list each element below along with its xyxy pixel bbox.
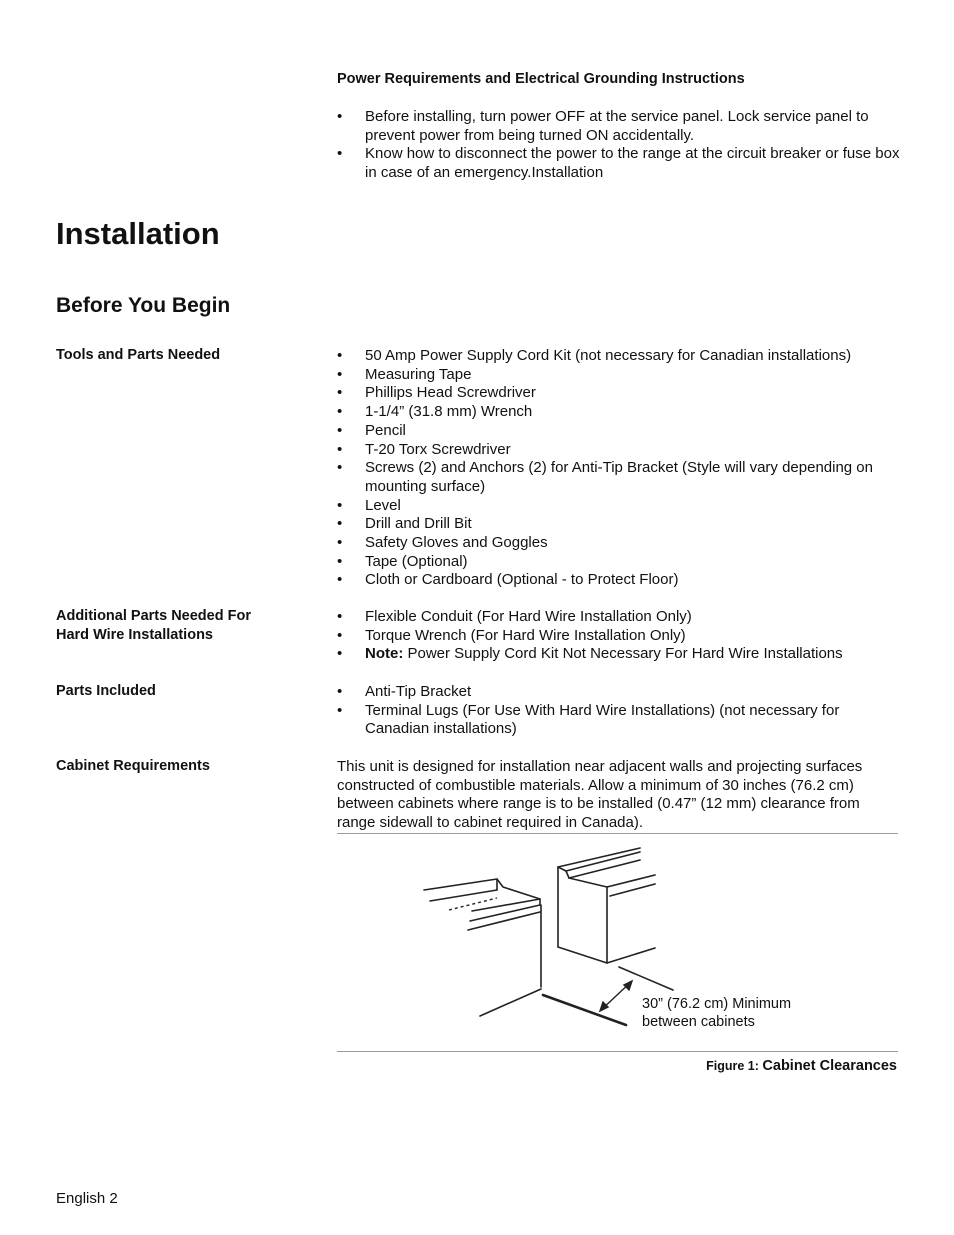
figure-bottom-rule: [337, 1051, 898, 1052]
cabinet-clearance-diagram: [337, 835, 898, 1050]
figure-top-rule: [337, 833, 898, 834]
list-item: • Screws (2) and Anchors (2) for Anti-Tip Bracket (Style will vary depending on mounting surface): [337, 459, 902, 496]
list-item: • T-20 Torx Screwdriver: [337, 441, 902, 460]
included-list: [337, 683, 902, 739]
list-item: • Level: [337, 497, 902, 516]
cabinet-text: This unit is designed for installation near adjacent walls and projecting surfaces constructed of combustible materials. Allow a minimum of 30 inches (76.2 cm) between cabinets where range is to be installed (0.47” (12 mm) clearance from range sidewall to cabinet required in Canada).: [337, 758, 863, 832]
cabinet-label: Cabinet Requirements: [56, 758, 210, 774]
list-item: • 1-1/4” (31.8 mm) Wrench: [337, 403, 902, 422]
list-item: • Flexible Conduit (For Hard Wire Installation Only): [337, 608, 902, 627]
tools-list: [337, 347, 902, 590]
note-label: Note:: [365, 645, 404, 663]
list-item: • Torque Wrench (For Hard Wire Installation Only): [337, 627, 902, 646]
callout-line2: between cabinets: [642, 1014, 755, 1030]
note-text: Power Supply Cord Kit Not Necessary For Hard Wire Installations: [403, 645, 843, 663]
list-item: • Know how to disconnect the power to the range at the circuit breaker or fuse box in case of an emergency.Installation: [337, 145, 902, 182]
tools-label: Tools and Parts Needed: [56, 347, 221, 363]
list-item: • Terminal Lugs (For Use With Hard Wire Installations) (not necessary for Canadian installations): [337, 702, 902, 739]
page-footer: English 2: [56, 1190, 118, 1207]
list-item: • Anti-Tip Bracket: [337, 683, 902, 702]
section-title: Before You Begin: [56, 294, 231, 317]
list-item: • Phillips Head Screwdriver: [337, 384, 902, 403]
included-label: Parts Included: [56, 683, 156, 699]
power-list: [337, 108, 902, 183]
caption-title: Cabinet Clearances: [762, 1058, 897, 1074]
list-item: • Pencil: [337, 422, 902, 441]
list-item: • 50 Amp Power Supply Cord Kit (not necessary for Canadian installations): [337, 347, 902, 366]
figure-caption: [706, 1056, 897, 1076]
additional-list: [337, 608, 902, 664]
list-item: • Before installing, turn power OFF at the service panel. Lock service panel to prevent power from being turned ON accidentally.: [337, 108, 902, 145]
page-title: Installation: [56, 216, 220, 251]
caption-prefix: Figure 1:: [706, 1059, 763, 1073]
list-item: • Cloth or Cardboard (Optional - to Protect Floor): [337, 571, 902, 590]
additional-label: Additional Parts Needed For Hard Wire Installations: [56, 608, 251, 643]
callout-line1: 30” (76.2 cm) Minimum: [642, 996, 792, 1012]
note-item: [337, 645, 902, 664]
list-item: • Safety Gloves and Goggles: [337, 534, 902, 553]
list-item: • Measuring Tape: [337, 366, 902, 385]
list-item: • Tape (Optional): [337, 553, 902, 572]
power-heading: Power Requirements and Electrical Grounding Instructions: [337, 71, 745, 87]
list-item: • Drill and Drill Bit: [337, 515, 902, 534]
